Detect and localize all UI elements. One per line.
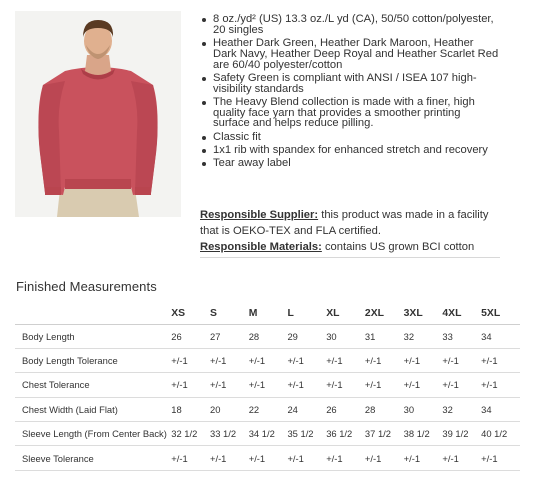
feature-item: 8 oz./yd² (US) 13.3 oz./L yd (CA), 50/50 cotton/polyester, 20 singles (200, 14, 500, 36)
feature-item: Heather Dark Green, Heather Dark Maroon, Heather Dark Navy, Heather Deep Royal and Heather Scarlet Red are 60/40 polyester/cotton (200, 38, 500, 70)
responsible-sourcing (200, 208, 500, 255)
measurement-cell: 29 (287, 324, 326, 348)
feature-item: Classic fit (200, 132, 500, 143)
measurement-cell: 26 (171, 324, 210, 348)
measurement-cell: +/-1 (326, 373, 365, 397)
responsible-materials (200, 240, 500, 256)
measurement-cell: +/-1 (249, 373, 288, 397)
feature-item: Tear away label (200, 158, 500, 169)
feature-item: Safety Green is compliant with ANSI / ISEA 107 high-visibility standards (200, 73, 500, 95)
measurement-cell: +/-1 (442, 373, 481, 397)
row-label: Sleeve Tolerance (15, 446, 171, 470)
measurement-cell: +/-1 (442, 348, 481, 372)
size-header-m: M (249, 303, 288, 324)
measurement-cell: 35 1/2 (287, 422, 326, 446)
feature-list (200, 14, 500, 171)
measurement-cell: +/-1 (210, 373, 249, 397)
responsible-supplier-text: this product was made in a facility that is OEKO-TEX and FLA certified. (200, 209, 489, 237)
measurement-cell: +/-1 (365, 373, 404, 397)
table-row (15, 446, 520, 470)
measurement-cell: +/-1 (481, 373, 520, 397)
feature-item: 1x1 rib with spandex for enhanced stretch and recovery (200, 145, 500, 156)
size-header-5xl: 5XL (481, 303, 520, 324)
responsible-materials-text: contains US grown BCI cotton (321, 240, 475, 253)
measurement-cell: 34 (481, 324, 520, 348)
measurement-cell: 28 (249, 324, 288, 348)
measurement-cell: 33 (442, 324, 481, 348)
measurement-cell: 30 (326, 324, 365, 348)
table-row (15, 348, 520, 372)
table-row (15, 324, 520, 348)
row-label: Chest Width (Laid Flat) (15, 397, 171, 421)
measurement-cell: 24 (287, 397, 326, 421)
measurement-cell: 32 (442, 397, 481, 421)
divider (200, 257, 500, 258)
measurement-cell: +/-1 (287, 446, 326, 470)
measurement-cell: 26 (326, 397, 365, 421)
measurement-cell: +/-1 (326, 348, 365, 372)
measurement-cell: +/-1 (365, 348, 404, 372)
measurement-cell: 27 (210, 324, 249, 348)
feature-item: The Heavy Blend collection is made with a finer, high quality face yarn that provides a smoother printing surface and helps reduce pilling. (200, 97, 500, 129)
measurement-cell: 34 (481, 397, 520, 421)
product-photo (15, 11, 181, 217)
measurement-cell: +/-1 (210, 446, 249, 470)
measurement-cell: +/-1 (481, 446, 520, 470)
measurement-cell: 38 1/2 (404, 422, 443, 446)
measurement-cell: 34 1/2 (249, 422, 288, 446)
table-header-row (15, 303, 520, 324)
measurement-cell: 28 (365, 397, 404, 421)
measurement-cell: 20 (210, 397, 249, 421)
measurement-cell: +/-1 (171, 446, 210, 470)
measurement-cell: 30 (404, 397, 443, 421)
measurement-cell: 22 (249, 397, 288, 421)
size-header-s: S (210, 303, 249, 324)
measurement-cell: +/-1 (287, 373, 326, 397)
size-header-xs: XS (171, 303, 210, 324)
responsible-supplier-link[interactable]: Responsible Supplier: (200, 209, 319, 221)
row-label: Body Length (15, 324, 171, 348)
table-row (15, 422, 520, 446)
measurement-cell: +/-1 (404, 348, 443, 372)
table-row (15, 397, 520, 421)
section-title: Finished Measurements (16, 279, 157, 294)
measurement-cell: +/-1 (210, 348, 249, 372)
measurement-cell: +/-1 (404, 373, 443, 397)
size-header-3xl: 3XL (404, 303, 443, 324)
responsible-supplier (200, 208, 500, 240)
measurement-cell: +/-1 (287, 348, 326, 372)
model-sweatshirt-photo-icon (15, 11, 181, 217)
row-label: Sleeve Length (From Center Back) (15, 422, 171, 446)
measurement-cell: 18 (171, 397, 210, 421)
measurement-cell: +/-1 (249, 446, 288, 470)
size-header-4xl: 4XL (442, 303, 481, 324)
measurement-cell: +/-1 (404, 446, 443, 470)
measurement-cell: +/-1 (249, 348, 288, 372)
measurements-table (15, 303, 520, 471)
measurement-cell: 32 1/2 (171, 422, 210, 446)
measurement-cell: 31 (365, 324, 404, 348)
size-header-l: L (287, 303, 326, 324)
measurement-cell: 32 (404, 324, 443, 348)
measurement-cell: +/-1 (171, 348, 210, 372)
size-header-2xl: 2XL (365, 303, 404, 324)
measurement-cell: 36 1/2 (326, 422, 365, 446)
row-label: Chest Tolerance (15, 373, 171, 397)
row-label: Body Length Tolerance (15, 348, 171, 372)
size-header-xl: XL (326, 303, 365, 324)
header-label-cell (15, 303, 171, 324)
measurement-cell: 33 1/2 (210, 422, 249, 446)
table-row (15, 373, 520, 397)
measurement-cell: +/-1 (171, 373, 210, 397)
measurement-cell: 37 1/2 (365, 422, 404, 446)
responsible-materials-link[interactable]: Responsible Materials: (200, 240, 322, 253)
measurement-cell: +/-1 (326, 446, 365, 470)
measurement-cell: 39 1/2 (442, 422, 481, 446)
measurement-cell: +/-1 (442, 446, 481, 470)
measurement-cell: 40 1/2 (481, 422, 520, 446)
measurement-cell: +/-1 (481, 348, 520, 372)
measurement-cell: +/-1 (365, 446, 404, 470)
